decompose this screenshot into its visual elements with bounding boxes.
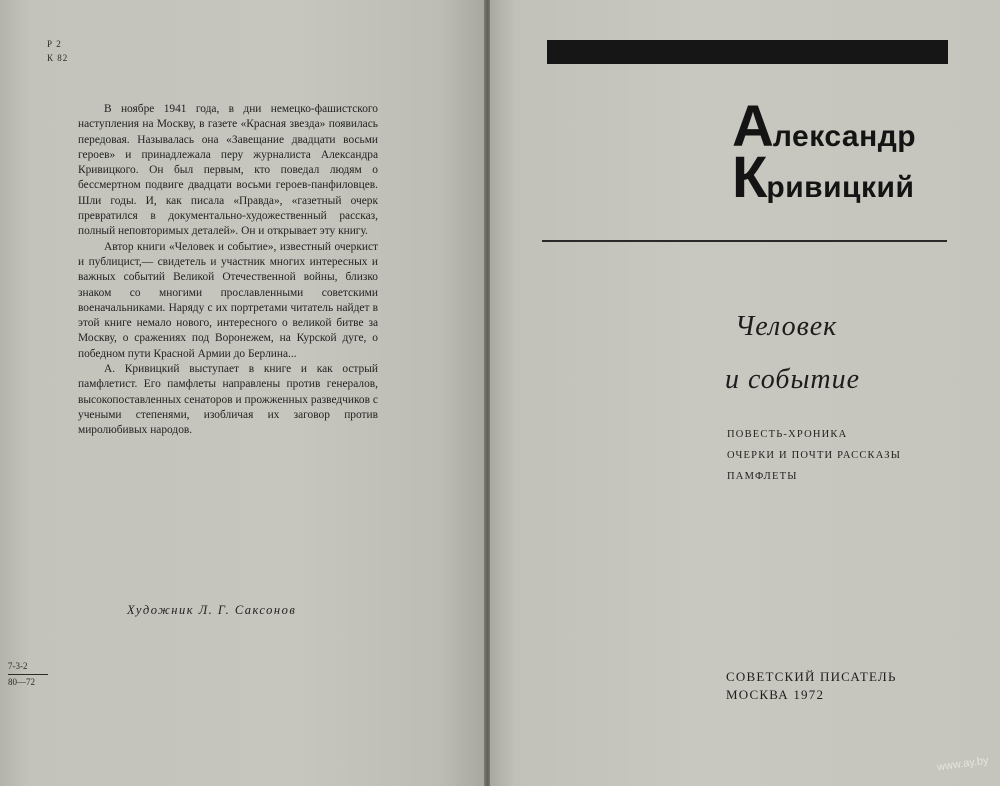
annotation-text: [78, 102, 378, 439]
annotation-paragraph: А. Кривицкий выступает в книге и как острый памфлетист. Его памфлеты направлены против генералов, высокопоставленных сенаторов и прожженных разведчиков с учеными степенями, изобличая их заговор против миролюбивых народов.: [78, 363, 378, 437]
annotation-paragraph: Автор книги «Человек и событие», известный очеркист и публицист,— свидетель и участник многих интересных и важных событий Великой Отечественной войны, близко знаком со многими прославленными советскими военачальниками. Наряду с их портретами читатель найдет в этой книге немало нового, интересного о великой битве за Москву, о сражениях под Воронежем, на Курской дуге, о победном пути Красной Армии до Берлина...: [78, 240, 378, 360]
publisher-block: [726, 668, 897, 704]
genre-item: ПАМФЛЕТЫ: [727, 471, 798, 482]
left-page: [0, 0, 488, 786]
title-line: Человек: [735, 311, 838, 342]
divider-rule: [542, 240, 947, 242]
author-last-initial: К: [732, 145, 767, 210]
code-bottom: 80—72: [8, 677, 35, 687]
classification-line: К 82: [47, 53, 69, 63]
publisher-name: СОВЕТСКИЙ ПИСАТЕЛЬ: [726, 669, 897, 684]
code-top: 7-3-2: [8, 661, 28, 671]
annotation-paragraph: В ноябре 1941 года, в дни немецко-фашистского наступления на Москву, в газете «Красная звезда» появилась передовая. Называлась она «Завещание двадцати восьми героев» и принадлежала перу журналиста Александра Кривицкого. Он был первым, кто поведал людям о бессмертном подвиге двадцати восьми героев-панфиловцев. Шли годы. И, как писала «Правда», «газетный очерк превратился в документально-художественный рассказ, полный неповторимых деталей». Он и открывает эту книгу.: [78, 103, 378, 238]
genre-item: ОЧЕРКИ И ПОЧТИ РАССКАЗЫ: [727, 450, 902, 461]
title-line: и событие: [725, 364, 861, 395]
classification-code: [47, 37, 68, 65]
author-last-name: [732, 145, 915, 210]
watermark: www.ay.by: [936, 754, 990, 774]
genre-list: [727, 424, 901, 487]
code-divider: [8, 674, 48, 675]
book-title: [725, 300, 861, 406]
author-first-rest: лександр: [772, 120, 917, 153]
classification-line: Р 2: [47, 39, 62, 49]
author-first-initial: А: [732, 94, 773, 159]
publisher-city-year: МОСКВА 1972: [726, 687, 825, 702]
publication-code: [8, 660, 48, 689]
decorative-bar: [547, 40, 948, 64]
genre-item: ПОВЕСТЬ-ХРОНИКА: [727, 429, 848, 440]
author-last-rest: ривицкий: [766, 171, 915, 204]
artist-credit: Художник Л. Г. Саксонов: [127, 603, 297, 617]
